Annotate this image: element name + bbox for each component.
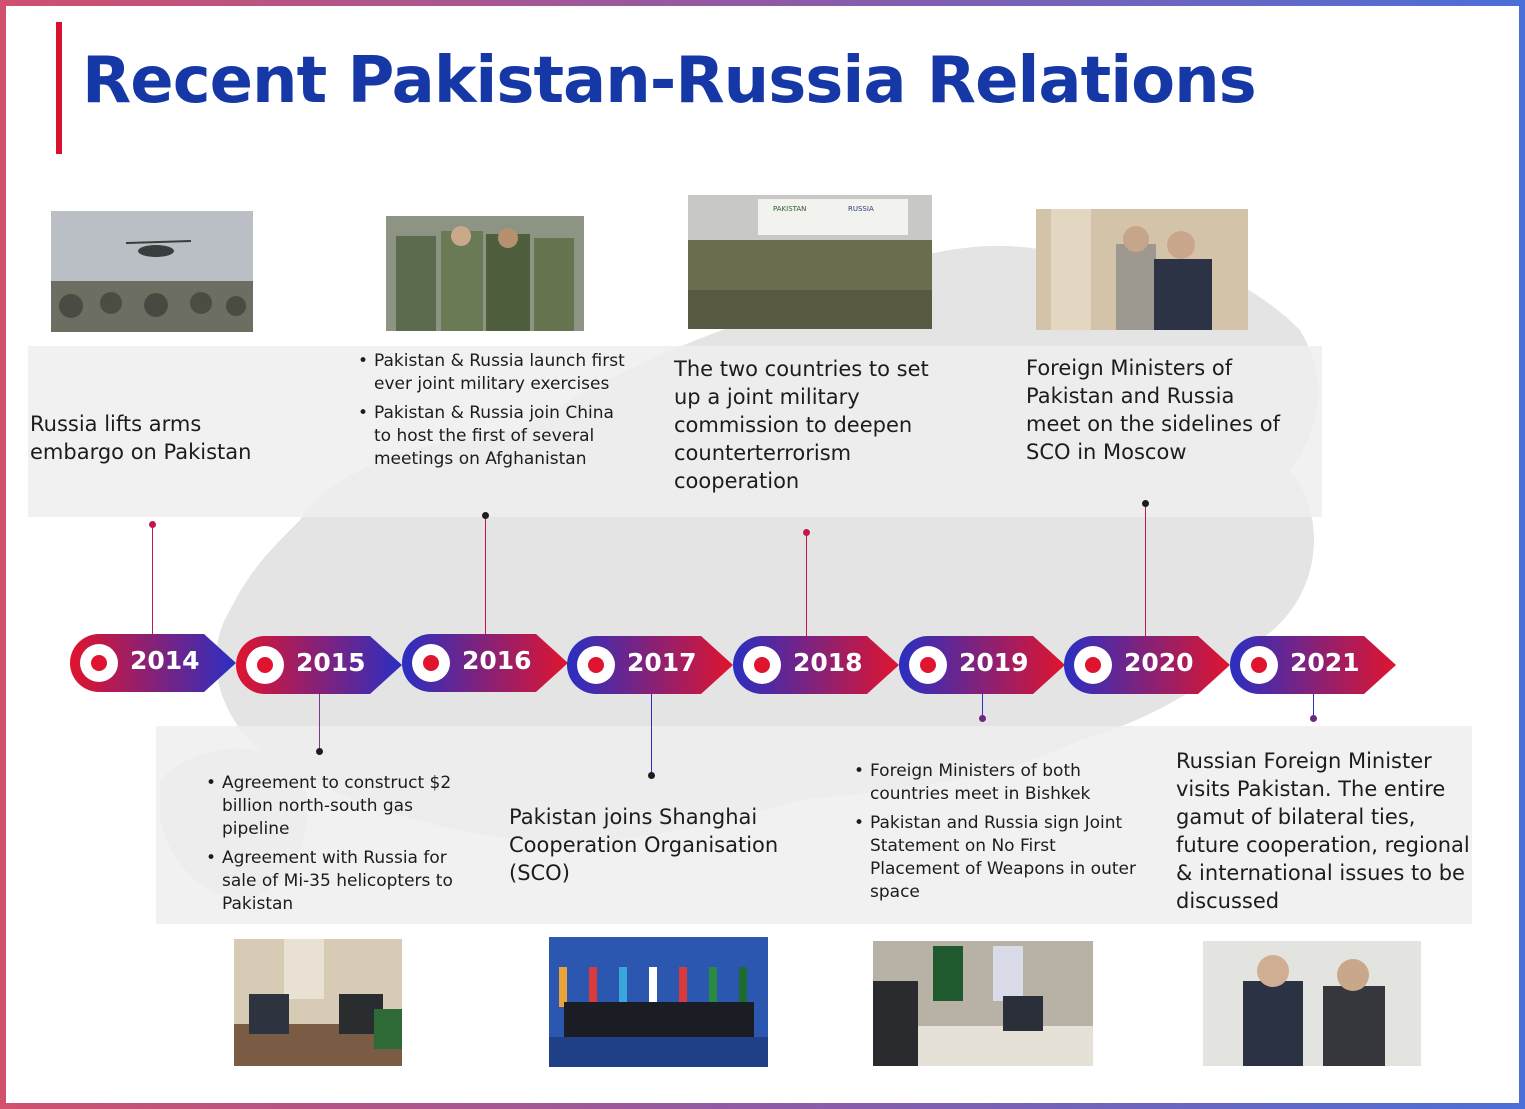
- connector-dot-2019: [979, 715, 986, 722]
- event-2019-item: • Pakistan and Russia sign Joint Statement on No First Placement of Weapons in outer space: [854, 812, 1144, 904]
- event-2015-item: • Agreement with Russia for sale of Mi-35 helicopters to Pakistan: [206, 847, 466, 916]
- timeline-arrow-2017: [567, 636, 733, 694]
- photo-2019-joint-statement: [873, 941, 1093, 1066]
- event-2018-text: The two countries to set up a joint military commission to deepen counterterrorism cooperation: [674, 357, 929, 493]
- target-icon: [412, 644, 450, 682]
- year-label-2014: 2014: [130, 646, 200, 675]
- connector-2015: [319, 694, 320, 750]
- event-2014-text: Russia lifts arms embargo on Pakistan: [30, 412, 252, 464]
- photo-2015-signing: [234, 939, 402, 1066]
- event-2021-text: Russian Foreign Minister visits Pakistan. The entire gamut of bilateral ties, future cooperation, regional & international issues to be discussed: [1176, 749, 1470, 913]
- connector-dot-2015: [316, 748, 323, 755]
- timeline-arrow-2016: [402, 634, 568, 692]
- event-2015-item: • Agreement to construct $2 billion north-south gas pipeline: [206, 772, 466, 841]
- event-2020-text: Foreign Ministers of Pakistan and Russia meet on the sidelines of SCO in Moscow: [1026, 356, 1280, 464]
- target-icon: [577, 646, 615, 684]
- connector-dot-2016: [482, 512, 489, 519]
- timeline-arrow-2019: [899, 636, 1065, 694]
- target-icon: [743, 646, 781, 684]
- photo-soldiers-handshake: [386, 216, 584, 331]
- target-icon: [80, 644, 118, 682]
- year-label-2017: 2017: [627, 648, 697, 677]
- connector-2016: [485, 515, 486, 635]
- timeline-arrow-2021: [1230, 636, 1396, 694]
- year-label-2018: 2018: [793, 648, 863, 677]
- photo-joint-military-group: [688, 195, 932, 329]
- year-label-2021: 2021: [1290, 648, 1360, 677]
- event-2016-item: • Pakistan & Russia launch first ever joint military exercises: [358, 350, 628, 396]
- banner-label-russia: RUSSIA: [848, 205, 874, 213]
- target-icon: [1240, 646, 1278, 684]
- connector-2020: [1145, 503, 1146, 637]
- event-2016-item: • Pakistan & Russia join China to host the first of several meetings on Afghanistan: [358, 402, 628, 471]
- banner-label-pakistan: PAKISTAN: [773, 205, 807, 213]
- photo-helicopter-troops: [51, 211, 253, 332]
- event-2015-list: [206, 772, 466, 922]
- connector-dot-2020: [1142, 500, 1149, 507]
- event-2016-list: [358, 350, 628, 477]
- year-label-2020: 2020: [1124, 648, 1194, 677]
- event-2019-list: [854, 760, 1144, 910]
- year-label-2016: 2016: [462, 646, 532, 675]
- connector-dot-2014: [149, 521, 156, 528]
- connector-2017: [651, 694, 652, 774]
- photo-2017-sco-group: [549, 937, 768, 1067]
- target-icon: [909, 646, 947, 684]
- page-title: Recent Pakistan-Russia Relations: [82, 44, 1256, 118]
- target-icon: [1074, 646, 1112, 684]
- connector-dot-2021: [1310, 715, 1317, 722]
- timeline-arrow-2015: [236, 636, 402, 694]
- event-2017-text: Pakistan joins Shanghai Cooperation Organisation (SCO): [509, 805, 779, 885]
- target-icon: [246, 646, 284, 684]
- photo-foreign-ministers-moscow: [1036, 209, 1248, 330]
- title-accent-bar: [56, 22, 62, 154]
- year-label-2015: 2015: [296, 648, 366, 677]
- connector-dot-2017: [648, 772, 655, 779]
- photo-2021-ministers-visit: [1203, 941, 1421, 1066]
- event-2019-item: • Foreign Ministers of both countries meet in Bishkek: [854, 760, 1144, 806]
- connector-2018: [806, 532, 807, 638]
- connector-dot-2018: [803, 529, 810, 536]
- connector-2014: [152, 524, 153, 636]
- timeline-arrow-2014: [70, 634, 236, 692]
- year-label-2019: 2019: [959, 648, 1029, 677]
- timeline-arrow-2020: [1064, 636, 1230, 694]
- timeline-arrow-2018: [733, 636, 899, 694]
